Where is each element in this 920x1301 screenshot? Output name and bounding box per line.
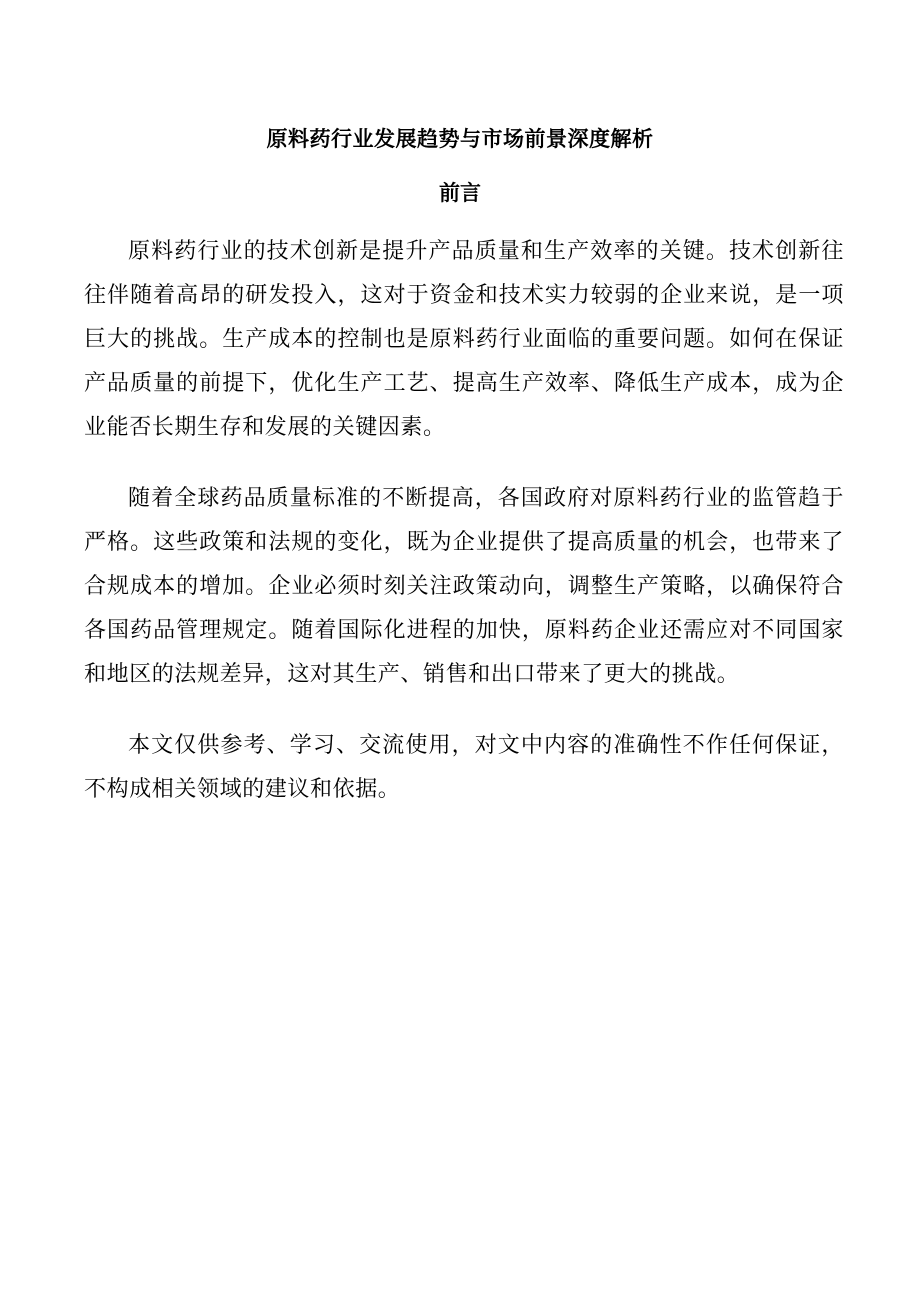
paragraph: 原料药行业的技术创新是提升产品质量和生产效率的关键。技术创新往往伴随着高昂的研发投入，这对于资金和技术实力较弱的企业来说，是一项巨大的挑战。生产成本的控制也是原料药行业面临的重要问题。如何在保证产品质量的前提下，优化生产工艺、提高生产效率、降低生产成本，成为企业能否长期生存和发展的关键因素。 — [84, 239, 844, 440]
body-text — [84, 230, 844, 839]
section-heading: 前言 — [439, 181, 481, 205]
paragraph: 随着全球药品质量标准的不断提高，各国政府对原料药行业的监管趋于严格。这些政策和法规的变化，既为企业提供了提高质量的机会，也带来了合规成本的增加。企业必须时刻关注政策动向，调整生产策略，以确保符合各国药品管理规定。随着国际化进程的加快，原料药企业还需应对不同国家和地区的法规差异，这对其生产、销售和出口带来了更大的挑战。 — [84, 486, 844, 687]
document-title: 原料药行业发展趋势与市场前景深度解析 — [266, 127, 654, 151]
paragraph: 本文仅供参考、学习、交流使用，对文中内容的准确性不作任何保证，不构成相关领域的建议和依据。 — [84, 733, 844, 802]
